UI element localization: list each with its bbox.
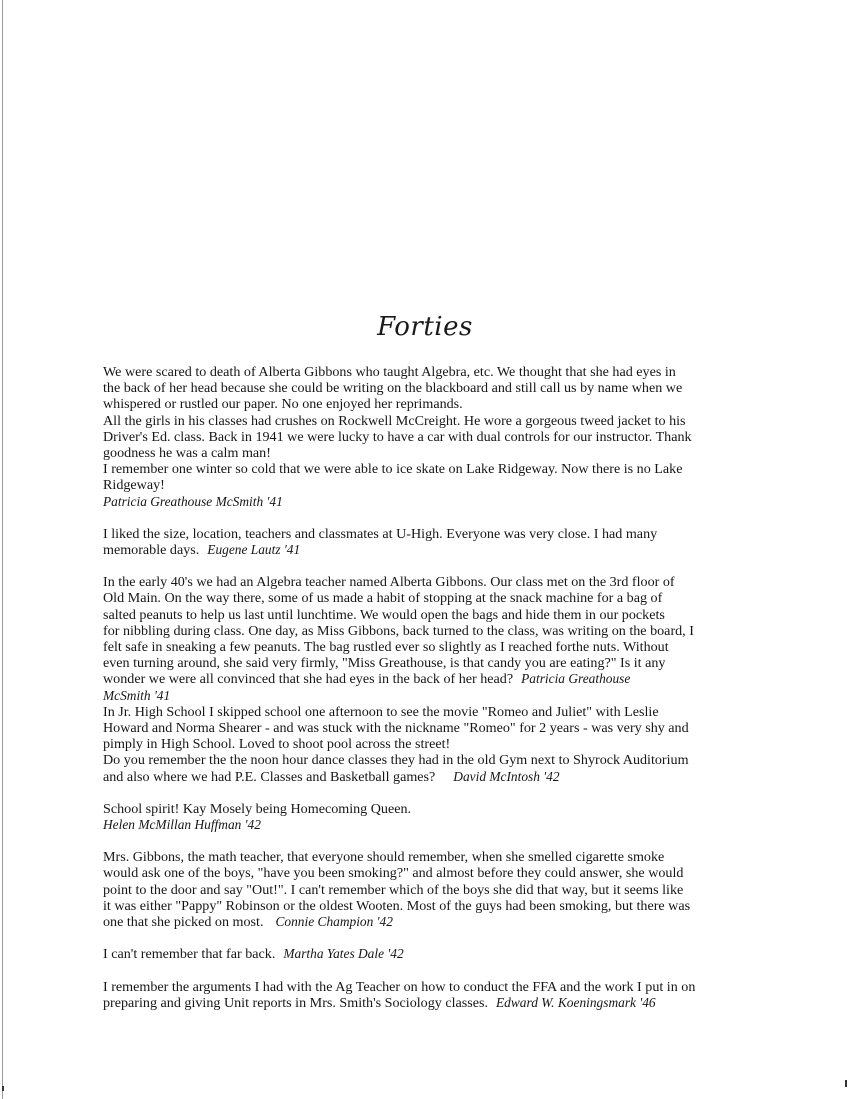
author-signature: Patricia Greathouse McSmith '41 [103,493,283,509]
memory-entry [103,801,753,833]
memory-entry [103,946,753,962]
memory-entry [103,526,753,558]
text-line: and also where we had P.E. Classes and Basketball games? [103,768,436,785]
text-line-with-signature [103,671,753,687]
text-line: pimply in High School. Loved to shoot pool across the street! [103,736,451,753]
text-line-with-signature [103,769,753,785]
text-line: Driver's Ed. class. Back in 1941 we were lucky to have a car with dual controls for our instructor. Thank [103,428,692,445]
page-title: Forties [377,312,473,342]
author-signature: Patricia Greathouse [521,671,631,687]
text-line: preparing and giving Unit reports in Mrs. Smith's Sociology classes. [103,994,488,1011]
text-line: I remember one winter so cold that we were able to ice skate on Lake Ridgeway. Now there is no Lake [103,461,683,478]
memory-entry [103,364,753,510]
text-line: point to the door and say "Out!". I can't remember which of the boys she did that way, but it seems like [103,881,684,898]
text-line: Mrs. Gibbons, the math teacher, that everyone should remember, when she smelled cigarette smoke [103,849,665,866]
text-line: In the early 40's we had an Algebra teacher named Alberta Gibbons. Our class met on the 3rd floor of [103,574,675,591]
text-line: it was either "Pappy" Robinson or the oldest Wooten. Most of the guys had been smoking, but there was [103,897,691,914]
text-line: goodness he was a calm man! [103,445,271,462]
text-line: All the girls in his classes had crushes on Rockwell McCreight. He wore a gorgeous tweed jacket to his [103,412,686,429]
author-signature: Helen McMillan Huffman '42 [103,817,261,833]
page-edge-rule [2,0,3,1099]
memory-entry [103,979,753,1011]
text-line: the back of her head because she could be writing on the blackboard and still call us by name when we [103,380,683,397]
memory-entry [103,849,753,930]
text-line: We were scared to death of Alberta Gibbons who taught Algebra, etc. We thought that she had eyes in [103,364,676,380]
author-signature: Edward W. Koeningsmark '46 [496,994,656,1010]
text-line: wonder we were all convinced that she had eyes in the back of her head? [103,671,514,688]
text-line: Old Main. On the way there, some of us made a habit of stopping at the snack machine for a bag of [103,590,663,607]
scan-mark [845,1080,847,1087]
text-line-with-signature [103,914,753,930]
text-line: even turning around, she said very firmly, "Miss Greathouse, is that candy you are eating?" Is it any [103,655,666,672]
text-line: In Jr. High School I skipped school one afternoon to see the movie "Romeo and Juliet" with Leslie [103,703,659,720]
text-line: Do you remember the the noon hour dance classes they had in the old Gym next to Shyrock Auditorium [103,752,689,769]
text-line: whispered or rustled our paper. No one enjoyed her reprimands. [103,396,463,413]
text-line: School spirit! Kay Mosely being Homecoming Queen. [103,800,412,817]
scan-mark-left [2,1086,4,1091]
text-line: I can't remember that far back. [103,946,276,963]
text-line: salted peanuts to help us last until lunchtime. We would open the bags and hide them in our pockets [103,606,665,623]
text-line-with-signature [103,542,753,558]
text-line: memorable days. [103,542,200,559]
memory-entry [103,704,753,785]
text-line: I remember the arguments I had with the Ag Teacher on how to conduct the FFA and the work I put in on [103,978,696,995]
author-signature-continued: McSmith '41 [103,687,171,703]
memories-body [103,364,753,1027]
text-line: would ask one of the boys, "have you been smoking?" and almost before they could answer, she would [103,865,684,882]
author-signature: Connie Champion '42 [275,914,393,930]
text-line: for nibbling during class. One day, as Miss Gibbons, back turned to the class, was writing on the board, I [103,622,694,639]
text-line: Ridgeway! [103,477,165,494]
text-line: I liked the size, location, teachers and classmates at U-High. Everyone was very close. I had many [103,525,658,542]
text-line-with-signature [103,995,753,1011]
author-signature: David McIntosh '42 [453,768,560,784]
author-signature: Martha Yates Dale '42 [283,946,404,962]
memory-entry [103,574,753,704]
text-line: felt safe in sneaking a few peanuts. The bag rustled ever so slightly as I reached forthe nuts. Without [103,639,669,656]
text-line-with-signature [103,946,753,962]
text-line: Howard and Norma Shearer - and was stuck with the nickname "Romeo" for 2 years - was very shy and [103,720,689,737]
text-line: one that she picked on most. [103,914,264,931]
author-signature: Eugene Lautz '41 [207,542,301,558]
